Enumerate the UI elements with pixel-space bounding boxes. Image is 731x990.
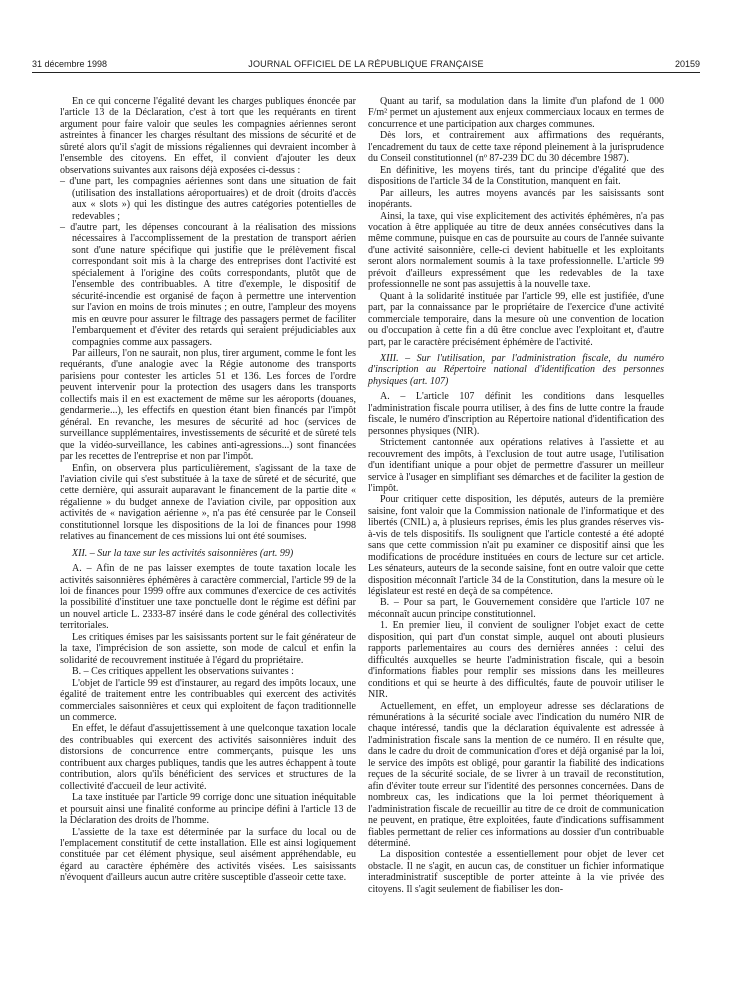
paragraph: En effet, le défaut d'assujettissement à une quelconque taxation locale des contribuables qui exercent des activités saisonnières induit des distorsions de concurrence entre commerçants, puisque les uns contribuent aux charges publiques, tandis que les autres échappent à toute contribution, alors qu'ils bénéficient des services et structures de la collectivité d'accueil de leur activité. — [60, 723, 356, 792]
paragraph: Par ailleurs, l'on ne saurait, non plus, tirer argument, comme le font les requérants, d'une analogie avec la Régie autonome des transports parisiens pour contester les articles 51 et 136. Les forces de l'ordre peuvent intervenir pour la protection des usagers dans les transports collectifs mais il en est exactement de même sur les aéroports (douanes, gendarmerie...), les effectifs en question étant bien financés par l'impôt général. En revanche, les mesures de sécurité ad hoc (services de surveillance supplémentaires, investissements de sécurité et de sûreté tels que la vidéo-surveillance, les cabines anti-agressions...) sont financées par les recettes de l'entreprise et non par l'impôt. — [60, 347, 356, 463]
paragraph: B. – Pour sa part, le Gouvernement considère que l'article 107 ne méconnaît aucun principe constitutionnel. — [368, 597, 664, 620]
paragraph: Enfin, on observera plus particulièrement, s'agissant de la taxe de l'aviation civile qui s'est substituée à la taxe de sûreté et de sécurité, que cette dernière, qui assurait auparavant le financement de la partie dite « régalienne » du budget annexe de l'aviation civile, par opposition aux activités de « navigation aérienne », n'a pas été censurée par le Conseil constitutionnel lorsque les dispositions de la loi de finances pour 1998 relatives au financement de ces missions lui ont été soumises. — [60, 462, 356, 543]
paragraph: Actuellement, en effet, un employeur adresse ses déclarations de rémunérations à la sécurité sociale avec l'indication du numéro NIR de chaque intéressé, tandis que la déclaration équivalente est adressée à l'administration fiscale sans la mention de ce numéro. Il en résulte que, dans le cadre du droit de communication d'ores et déjà organisé par la loi, le service des impôts est obligé, pour garantir la fiabilité des indications reçues de la sécurité sociale, de se livrer à un travail de reconstitution, afin d'éviter toute erreur sur l'identité des personnes concernées. Dans de nombreux cas, les indications que la loi permet théoriquement à l'administration fiscale de recueillir au titre de ce droit de communication ne peuvent, en pratique, être exploitées, faute d'indications suffisamment fiables permettant de relier ces informations au dossier d'un contribuable déterminé. — [368, 700, 664, 849]
paragraph: En ce qui concerne l'égalité devant les charges publiques énoncée par l'article 13 de la Déclaration, c'est à tort que les requérants en tirent argument pour faire valoir que seules les compagnies aériennes seront astreintes à financer les charges résultant des missions de sécurité et de sûreté alors qu'il s'agit de missions régaliennes qui devraient incomber à l'ensemble des citoyens. En effet, il convient d'ajouter les deux observations suivantes aux raisons déjà exposées ci-dessus : — [60, 96, 356, 176]
section-heading: XII. – Sur la taxe sur les activités saisonnières (art. 99) — [72, 547, 294, 559]
header-date: 31 décembre 1998 — [32, 59, 108, 69]
paragraph: Ainsi, la taxe, qui vise explicitement des activités éphémères, n'a pas vocation à être appliquée au titre de deux années consécutives dans la même commune, puisque en cas de poursuite au cours de l'année suivante d'une activité saisonnière, celle-ci devient habituelle et les exploitants seront alors normalement soumis à la taxe professionnelle. L'article 99 prévoit d'ailleurs expressément que les redevables de la taxe professionnelle ne sont pas assujettis à la nouvelle taxe. — [368, 210, 664, 291]
section-heading: XIII. – Sur l'utilisation, par l'administration fiscale, du numéro d'inscription au Répertoire national d'identification des personnes physiques (art. 107) — [368, 352, 664, 387]
journal-title: JOURNAL OFFICIEL DE LA RÉPUBLIQUE FRANÇAISE — [248, 59, 484, 69]
paragraph: Par ailleurs, les autres moyens avancés par les saisissants sont inopérants. — [368, 187, 664, 211]
paragraph: Quant à la solidarité instituée par l'article 99, elle est justifiée, d'une part, par la connaissance par le propriétaire de l'exercice d'une activité commerciale temporaire, dans la mesure où une convention de location ou d'occupation à cette fin a dû être conclue avec l'exploitant et, d'autre part, par le caractère précisément éphémère de l'activité. — [368, 290, 664, 348]
paragraph: Strictement cantonnée aux opérations relatives à l'assiette et au recouvrement des impôts, à l'exclusion de tout autre usage, l'utilisation d'un identifiant unique a pour objet de permettre d'assurer un meilleur service à l'usager en simplifiant ses démarches et de faciliter la gestion de l'impôt. — [368, 437, 664, 494]
paragraph: Dès lors, et contrairement aux affirmations des requérants, l'encadrement du taux de cette taxe répond pleinement à la jurisprudence du Conseil constitutionnel (nº 87-239 DC du 30 décembre 1987). — [368, 130, 664, 165]
paragraph: 1. En premier lieu, il convient de souligner l'objet exact de cette disposition, qui part d'un constat simple, auquel ont abouti plusieurs rapports parlementaires au cours des dernières années : celui des difficultés auxquelles se heurte l'administration fiscale, qui a besoin d'informations fiables pour remplir ses missions dans les meilleures conditions et qui se heurte à des difficultés, faute de pouvoir utiliser le NIR. — [368, 620, 664, 701]
paragraph: L'assiette de la taxe est déterminée par la surface du local ou de l'emplacement constitutif de cette installation. Elle est ainsi logiquement constituée par cet élément physique, seul aisément appréhendable, eu égard au caractère éphémère des activités visées. Les saisissants n'évoquent d'ailleurs aucun autre critère susceptible d'asseoir cette taxe. — [60, 826, 356, 884]
paragraph: Les critiques émises par les saisissants portent sur le fait générateur de la taxe, l'imprécision de son assiette, son mode de calcul et enfin la solidarité de recouvrement instituée à l'égard du propriétaire. — [60, 631, 356, 666]
paragraph: B. – Ces critiques appellent les observations suivantes : — [72, 666, 294, 678]
header-rule — [32, 72, 700, 73]
page-number: 20159 — [674, 59, 700, 69]
paragraph: La taxe instituée par l'article 99 corrige donc une situation inéquitable et poursuit ainsi une finalité conforme au principe défini à l'article 13 de la Déclaration des droits de l'homme. — [60, 792, 356, 827]
paragraph: Pour critiquer cette disposition, les députés, auteurs de la première saisine, font valoir que la Commission nationale de l'informatique et des libertés (CNIL) a, à plusieurs reprises, émis les plus grandes réserves vis-à-vis de tels dispositifs. Ils soulignent que l'article contesté a été adopté sans que cette commission n'ait pu examiner ce dispositif ainsi que les modifications de procédure instituées en cours de lecture sur cet article. Les sénateurs, auteurs de la seconde saisine, font en outre valoir que cette disposition méconnaît l'article 34 de la Constitution, dans la mesure où le législateur est resté en deçà de sa compétence. — [368, 494, 664, 598]
page-header — [32, 57, 700, 73]
paragraph: L'objet de l'article 99 est d'instaurer, au regard des impôts locaux, une égalité de traitement entre les contribuables qui exercent des activités commerciales saisonnières et ceux qui exploitent de façon traditionnelle un commerce. — [60, 677, 356, 724]
paragraph: A. – Afin de ne pas laisser exemptes de toute taxation locale les activités saisonnières éphémères à caractère commercial, l'article 99 de la loi de finances pour 1999 offre aux communes d'exercice de ces activités la possibilité d'instituer une taxe ponctuelle dont le régime est défini par un nouvel article L. 2333-87 inséré dans le code général des collectivités territoriales. — [60, 563, 356, 632]
paragraph: A. – L'article 107 définit les conditions dans lesquelles l'administration fiscale pourra utiliser, à des fins de lutte contre la fraude fiscale, le numéro d'inscription au Répertoire national d'identification des personnes physiques (NIR). — [368, 391, 664, 437]
paragraph: Quant au tarif, sa modulation dans la limite d'un plafond de 1 000 F/m² permet un ajustement aux enjeux commerciaux locaux en termes de concurrence et une participation aux charges communes. — [368, 96, 664, 130]
list-item: – d'une part, les compagnies aériennes sont dans une situation de fait (utilisation des installations aéroportuaires) et de droit (droits d'accès aux « slots ») qui les distingue des autres catégories potentielles de redevables ; — [60, 176, 356, 222]
paragraph: En définitive, les moyens tirés, tant du principe d'égalité que des dispositions de l'article 34 de la Constitution, manquent en fait. — [368, 164, 664, 188]
paragraph: La disposition contestée a essentiellement pour objet de lever cet obstacle. Il ne s'agit, en aucun cas, de constituer un fichier informatique interadministratif susceptible de porter atteinte à la vie privée des citoyens. Il s'agit seulement de fiabiliser les don- — [368, 849, 664, 895]
left-column — [60, 96, 356, 884]
right-column — [368, 96, 664, 895]
list-item: – d'autre part, les dépenses concourant à la réalisation des missions nécessaires à l'accomplissement de la prestation de transport aérien sont d'une nature spécifique qui justifie que le prélèvement fiscal correspondant soit mis à la charge des entreprises dont l'activité est spécialement à l'origine des coûts correspondants, plutôt que de l'ensemble des contribuables. A titre d'exemple, le dispositif de sécurité-incendie est organisé de façon à permettre une intervention sur l'avion en moins de trois minutes ; en outre, l'ampleur des moyens mis en œuvre pour assurer le filtrage des passagers permet de faciliter l'embarquement et d'éviter des retards qui seraient préjudiciables aux compagnies comme aux passagers. — [60, 221, 356, 348]
